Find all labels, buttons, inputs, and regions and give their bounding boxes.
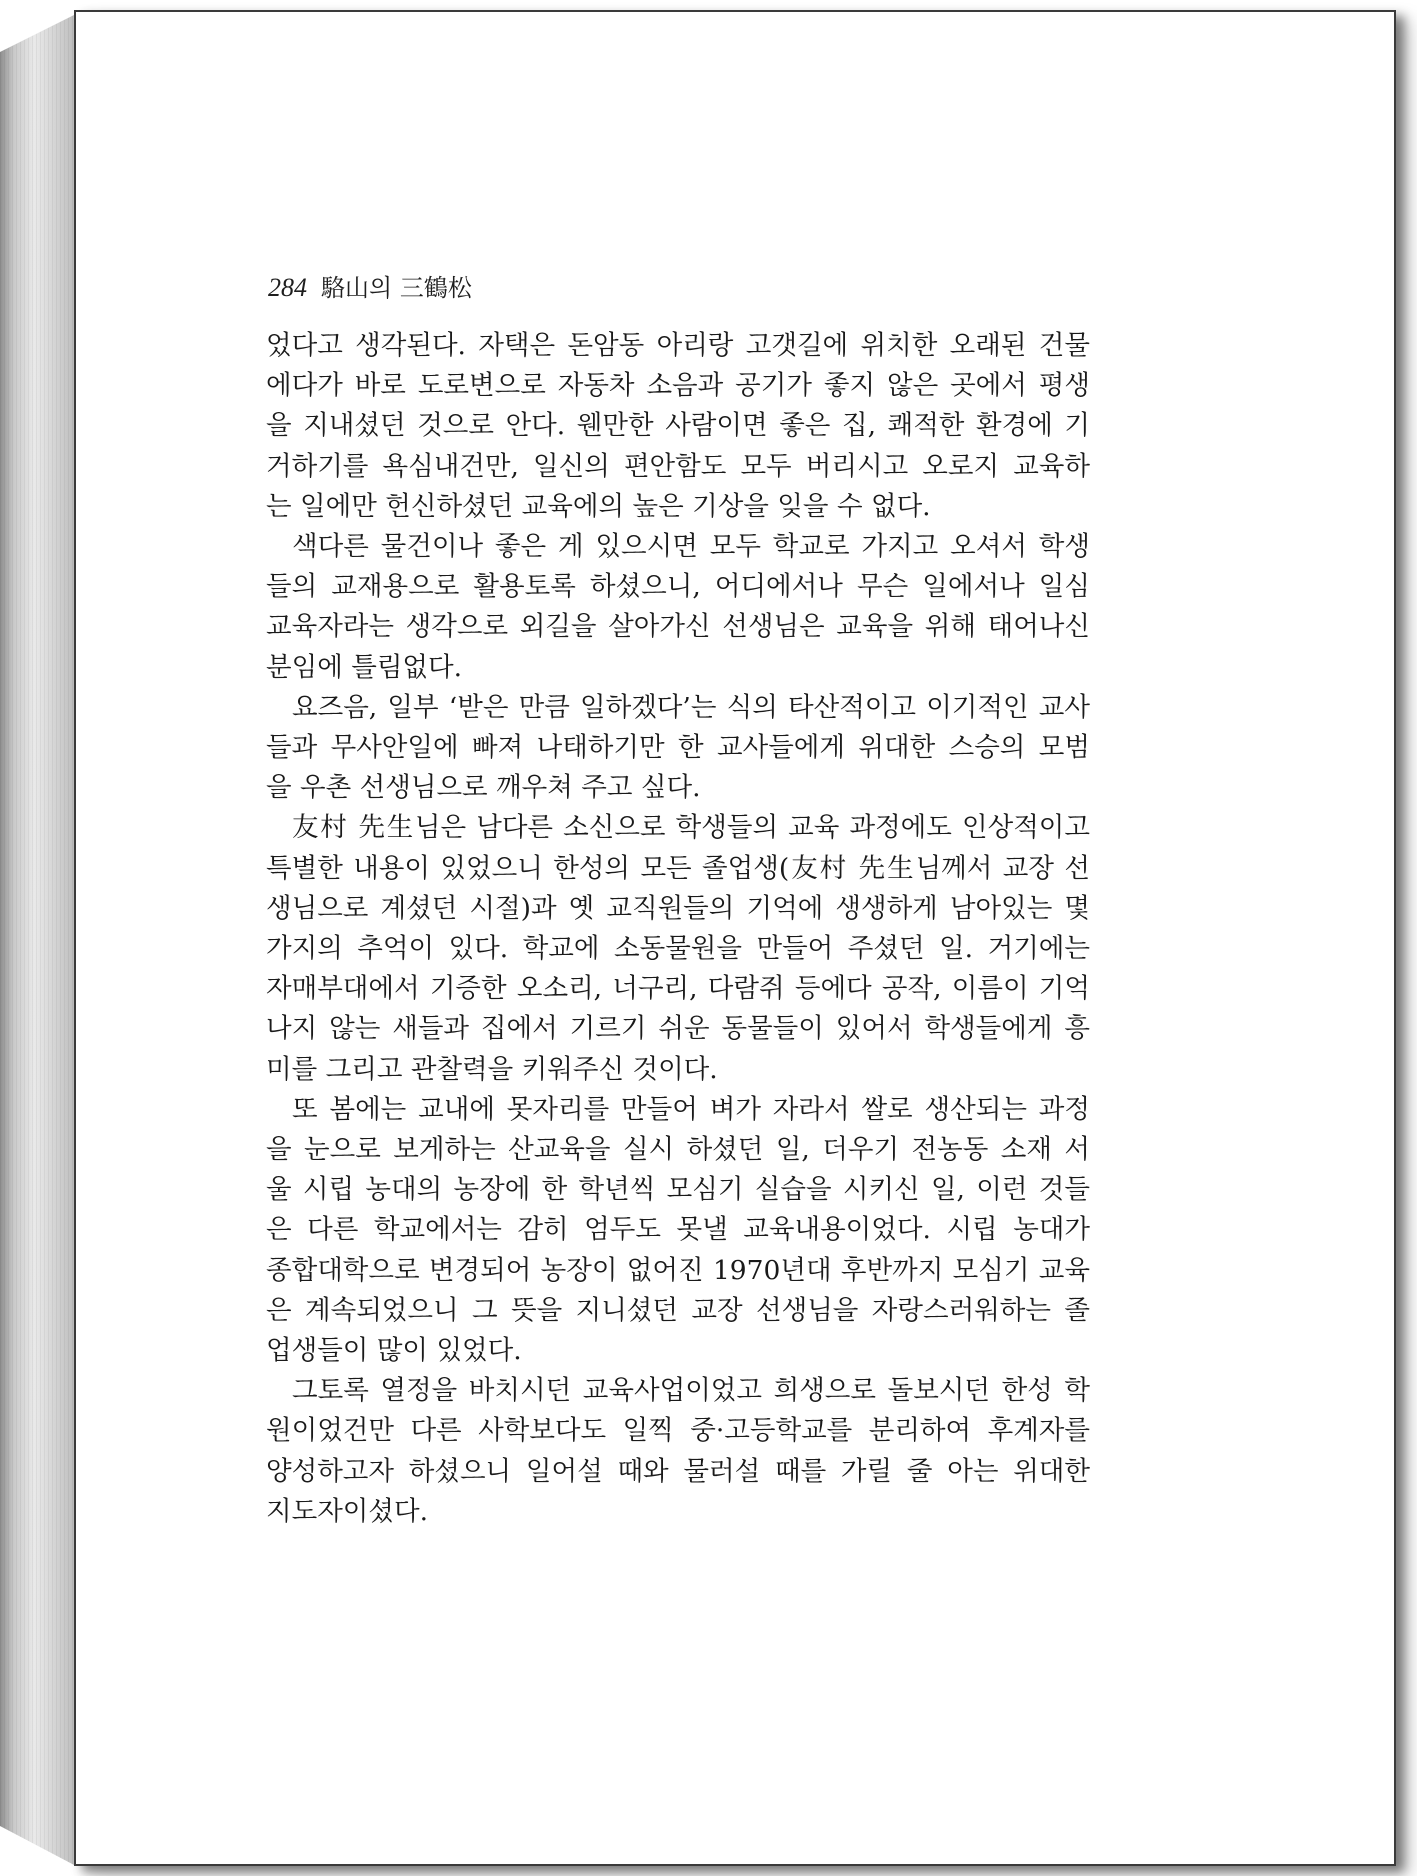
text-line: 들의 교재용으로 활용토록 하셨으니, 어디에서나 무슨 일에서나 일심 xyxy=(266,571,1090,603)
text-line: 은 계속되었으니 그 뜻을 지니셨던 교장 선생님을 자랑스러워하는 졸 xyxy=(266,1294,1090,1326)
text-line: 을 우촌 선생님으로 깨우쳐 주고 싶다. xyxy=(266,772,701,804)
paragraph xyxy=(266,1371,1090,1532)
page-header xyxy=(268,268,472,303)
text-line: 업생들이 많이 있었다. xyxy=(266,1335,522,1367)
paragraph xyxy=(266,1090,1090,1371)
text-line: 가지의 추억이 있다. 학교에 소동물원을 만들어 주셨던 일. 거기에는 xyxy=(266,933,1090,965)
text-line: 특별한 내용이 있었으니 한성의 모든 졸업생(友村 先生님께서 교장 선 xyxy=(266,852,1090,884)
paragraph xyxy=(266,688,1090,809)
page-number: 284 xyxy=(268,273,307,302)
text-line: 그토록 열정을 바치시던 교육사업이었고 희생으로 돌보시던 한성 학 xyxy=(292,1375,1090,1407)
text-line: 는 일에만 헌신하셨던 교육에의 높은 기상을 잊을 수 없다. xyxy=(266,490,931,522)
paragraph xyxy=(266,326,1090,527)
text-line: 지도자이셨다. xyxy=(266,1495,429,1527)
paragraph xyxy=(266,527,1090,688)
text-line: 양성하고자 하셨으니 일어설 때와 물러설 때를 가릴 줄 아는 위대한 xyxy=(266,1455,1090,1487)
text-line: 거하기를 욕심내건만, 일신의 편안함도 모두 버리시고 오로지 교육하 xyxy=(266,450,1090,482)
text-line: 울 시립 농대의 농장에 한 학년씩 모심기 실습을 시키신 일, 이런 것들 xyxy=(266,1174,1090,1206)
text-line: 자매부대에서 기증한 오소리, 너구리, 다람쥐 등에다 공작, 이름이 기억 xyxy=(266,973,1090,1005)
text-line: 분임에 틀림없다. xyxy=(266,651,463,683)
text-line: 友村 先生님은 남다른 소신으로 학생들의 교육 과정에도 인상적이고 xyxy=(292,812,1090,844)
running-title: 駱山의 三鶴松 xyxy=(321,274,472,302)
text-line: 색다른 물건이나 좋은 게 있으시면 모두 학교로 가지고 오셔서 학생 xyxy=(292,531,1090,563)
paragraph xyxy=(266,808,1090,1089)
text-line: 미를 그리고 관찰력을 키워주신 것이다. xyxy=(266,1053,718,1085)
book-page-stack-lines xyxy=(0,14,76,1866)
text-line: 에다가 바로 도로변으로 자동차 소음과 공기가 좋지 않은 곳에서 평생 xyxy=(266,370,1090,402)
text-line: 을 지내셨던 것으로 안다. 웬만한 사람이면 좋은 집, 쾌적한 환경에 기 xyxy=(266,410,1090,442)
text-line: 또 봄에는 교내에 못자리를 만들어 벼가 자라서 쌀로 생산되는 과정 xyxy=(292,1093,1090,1125)
body-text xyxy=(266,326,1090,1532)
text-line: 들과 무사안일에 빠져 나태하기만 한 교사들에게 위대한 스승의 모범 xyxy=(266,732,1090,764)
text-line: 생님으로 계셨던 시절)과 옛 교직원들의 기억에 생생하게 남아있는 몇 xyxy=(266,892,1090,924)
text-line: 나지 않는 새들과 집에서 기르기 쉬운 동물들이 있어서 학생들에게 흥 xyxy=(266,1013,1090,1045)
text-line: 었다고 생각된다. 자택은 돈암동 아리랑 고갯길에 위치한 오래된 건물 xyxy=(266,330,1090,361)
text-line: 을 눈으로 보게하는 산교육을 실시 하셨던 일, 더우기 전농동 소재 서 xyxy=(266,1134,1090,1166)
text-line: 종합대학으로 변경되어 농장이 없어진 1970년대 후반까지 모심기 교육 xyxy=(266,1254,1090,1286)
text-line: 원이었건만 다른 사학보다도 일찍 중·고등학교를 분리하여 후계자를 xyxy=(266,1415,1090,1447)
text-line: 교육자라는 생각으로 외길을 살아가신 선생님은 교육을 위해 태어나신 xyxy=(266,611,1090,643)
text-line: 은 다른 학교에서는 감히 엄두도 못낼 교육내용이었다. 시립 농대가 xyxy=(266,1214,1090,1246)
text-line: 요즈음, 일부 ‘받은 만큼 일하겠다’는 식의 타산적이고 이기적인 교사 xyxy=(292,691,1090,723)
